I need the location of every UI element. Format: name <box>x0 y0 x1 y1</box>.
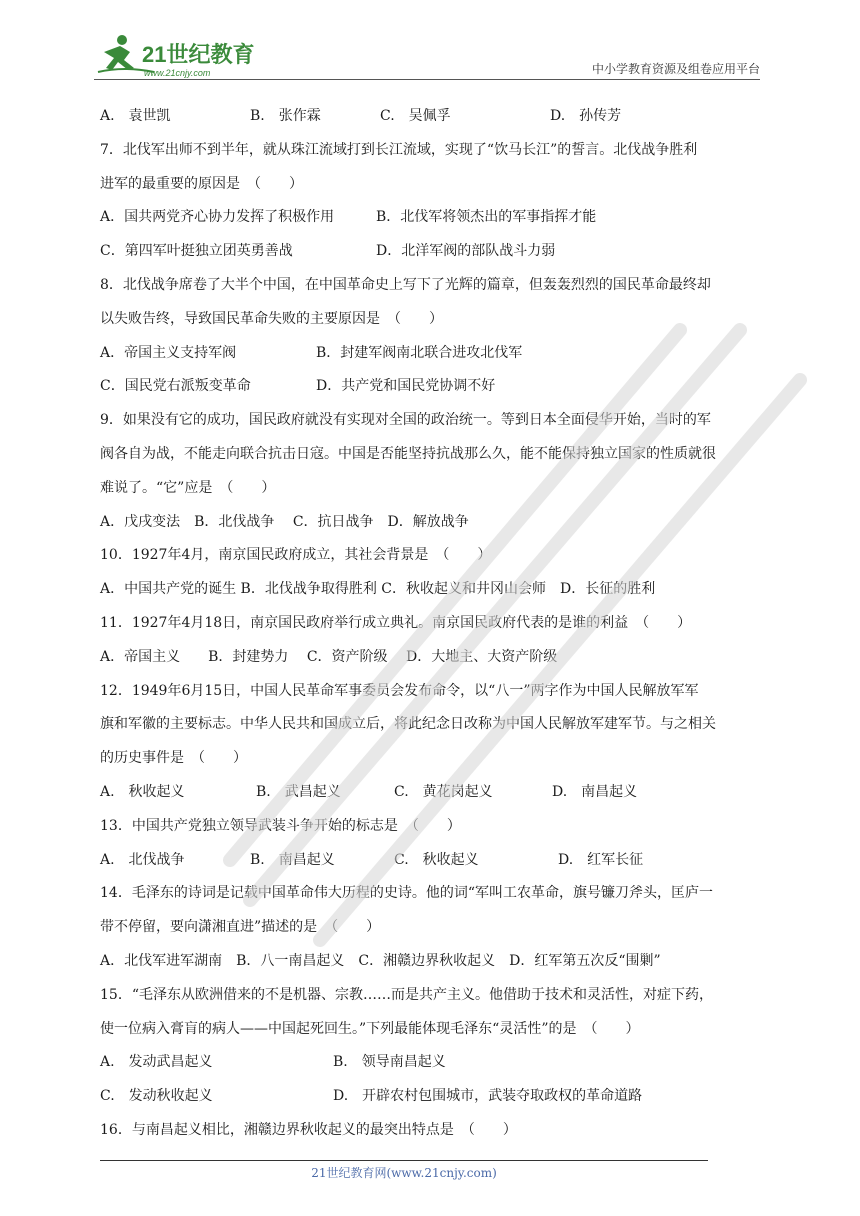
footer-divider <box>100 1160 708 1161</box>
option-row <box>100 1080 764 1114</box>
answer-option: A．国共两党齐心协力发挥了积极作用 <box>100 209 335 226</box>
header-divider <box>94 79 760 80</box>
text-line: A．戊戌变法 B．北伐战争 C．抗日战争 D．解放战争 <box>100 513 469 530</box>
text-line: 使一位病入膏肓的病人——中国起死回生。”下列最能体现毛泽东“灵活性”的是 （ ） <box>100 1020 640 1037</box>
text-line: 16．与南昌起义相比，湘赣边界秋收起义的最突出特点是 （ ） <box>100 1121 517 1138</box>
text-line: 阀各自为战，不能走向联合抗击日寇。中国是否能坚持抗战那么久，能不能保持独立国家的性质就很 <box>100 445 716 462</box>
text-line: 8．北伐战争席卷了大半个中国，在中国革命史上写下了光辉的篇章，但轰轰烈烈的国民革命最终却 <box>100 276 711 293</box>
answer-option: A. 袁世凯 <box>100 108 171 124</box>
text-line: 以失败告终，导致国民革命失败的主要原因是 （ ） <box>100 310 443 327</box>
answer-option: D．共产党和国民党协调不好 <box>316 378 496 395</box>
answer-option: C．国民党右派叛变革命 <box>100 378 251 395</box>
text-line: 的历史事件是 （ ） <box>100 750 247 767</box>
text-line: A．北伐军进军湖南 B．八一南昌起义 C．湘赣边界秋收起义 D．红军第五次反“围剿” <box>100 952 661 969</box>
page-header <box>94 32 760 80</box>
option-row <box>100 337 764 371</box>
text-line: 进军的最重要的原因是 （ ） <box>100 175 303 192</box>
option-row <box>100 1046 764 1080</box>
answer-option: B．北伐军将领杰出的军事指挥才能 <box>376 209 597 226</box>
answer-option: C. 秋收起义 <box>394 851 479 868</box>
answer-option: B．封建军阀南北联合进攻北伐军 <box>316 344 523 361</box>
text-line: 13．中国共产党独立领导武装斗争开始的标志是 （ ） <box>100 817 461 834</box>
answer-option: D．北洋军阀的部队战斗力弱 <box>376 243 556 260</box>
text-line: 15．“毛泽东从欧洲借来的不是机器、宗教……而是共产主义。他借助于技术和灵活性，对症下药， <box>100 986 713 1003</box>
answer-option: C. 发动秋收起义 <box>100 1088 213 1105</box>
text-line: 11．1927年4月18日，南京国民政府举行成立典礼。南京国民政府代表的是谁的利益 （ ） <box>100 614 692 631</box>
answer-option: A．帝国主义支持军阀 <box>100 344 237 361</box>
answer-option: C. 吴佩孚 <box>380 108 451 124</box>
answer-option: B. 南昌起义 <box>250 851 335 868</box>
option-row <box>100 235 764 269</box>
answer-option: D. 开辟农村包围城市，武装夺取政权的革命道路 <box>333 1088 643 1105</box>
answer-option: D. 南昌起义 <box>552 783 638 800</box>
text-line: 旗和军徽的主要标志。中华人民共和国成立后，将此纪念日改称为中国人民解放军建军节。与之相关 <box>100 716 716 733</box>
answer-option: A. 北伐战争 <box>100 851 185 868</box>
option-row <box>100 370 764 404</box>
answer-option: D. 红军长征 <box>558 851 644 868</box>
footer-link[interactable]: 21世纪教育网(www.21cnjy.com) <box>311 1166 497 1180</box>
answer-option: A. 发动武昌起义 <box>100 1054 213 1071</box>
text-line: A．帝国主义 B．封建势力 C．资产阶级 D．大地主、大资产阶级 <box>100 648 558 665</box>
logo-url: www.21cnjy.com <box>144 68 211 78</box>
option-row <box>100 201 764 235</box>
answer-option: B. 武昌起义 <box>256 783 341 800</box>
question-list <box>100 100 764 1148</box>
text-line: 12．1949年6月15日，中国人民革命军事委员会发布命令，以“八一”两字作为中国人民解放军军 <box>100 682 699 699</box>
answer-option: C．第四军叶挺独立团英勇善战 <box>100 243 293 260</box>
answer-option: B. 张作霖 <box>250 108 321 124</box>
text-line: 9．如果没有它的成功，国民政府就没有实现对全国的政治统一。等到日本全面侵华开始，当时的军 <box>100 412 711 429</box>
logo-wordmark: 21世纪教育 <box>142 42 255 67</box>
answer-option: D. 孙传芳 <box>550 108 622 124</box>
text-line: 10．1927年4月，南京国民政府成立，其社会背景是 （ ） <box>100 547 492 564</box>
text-line: 带不停留，要向潇湘直进”描述的是 （ ） <box>100 919 381 936</box>
answer-option: A. 秋收起义 <box>100 783 185 800</box>
platform-name: 中小学教育资源及组卷应用平台 <box>591 62 760 76</box>
answer-option: B. 领导南昌起义 <box>333 1054 446 1071</box>
text-line: 7．北伐军出师不到半年，就从珠江流域打到长江流域，实现了“饮马长江”的誓言。北伐战争胜利 <box>100 141 698 158</box>
option-row <box>100 844 764 878</box>
text-line: 难说了。“它”应是 （ ） <box>100 479 276 496</box>
text-line: 14．毛泽东的诗词是记载中国革命伟大历程的史诗。他的词“军叫工农革命，旗号镰刀斧头，匡庐一 <box>100 885 713 902</box>
text-line: A．中国共产党的诞生 B．北伐战争取得胜利 C．秋收起义和井冈山会师 D．长征的胜利 <box>100 581 656 598</box>
option-row <box>100 100 764 134</box>
site-logo <box>94 32 264 80</box>
answer-option: C. 黄花岗起义 <box>394 783 493 800</box>
option-row <box>100 776 764 810</box>
